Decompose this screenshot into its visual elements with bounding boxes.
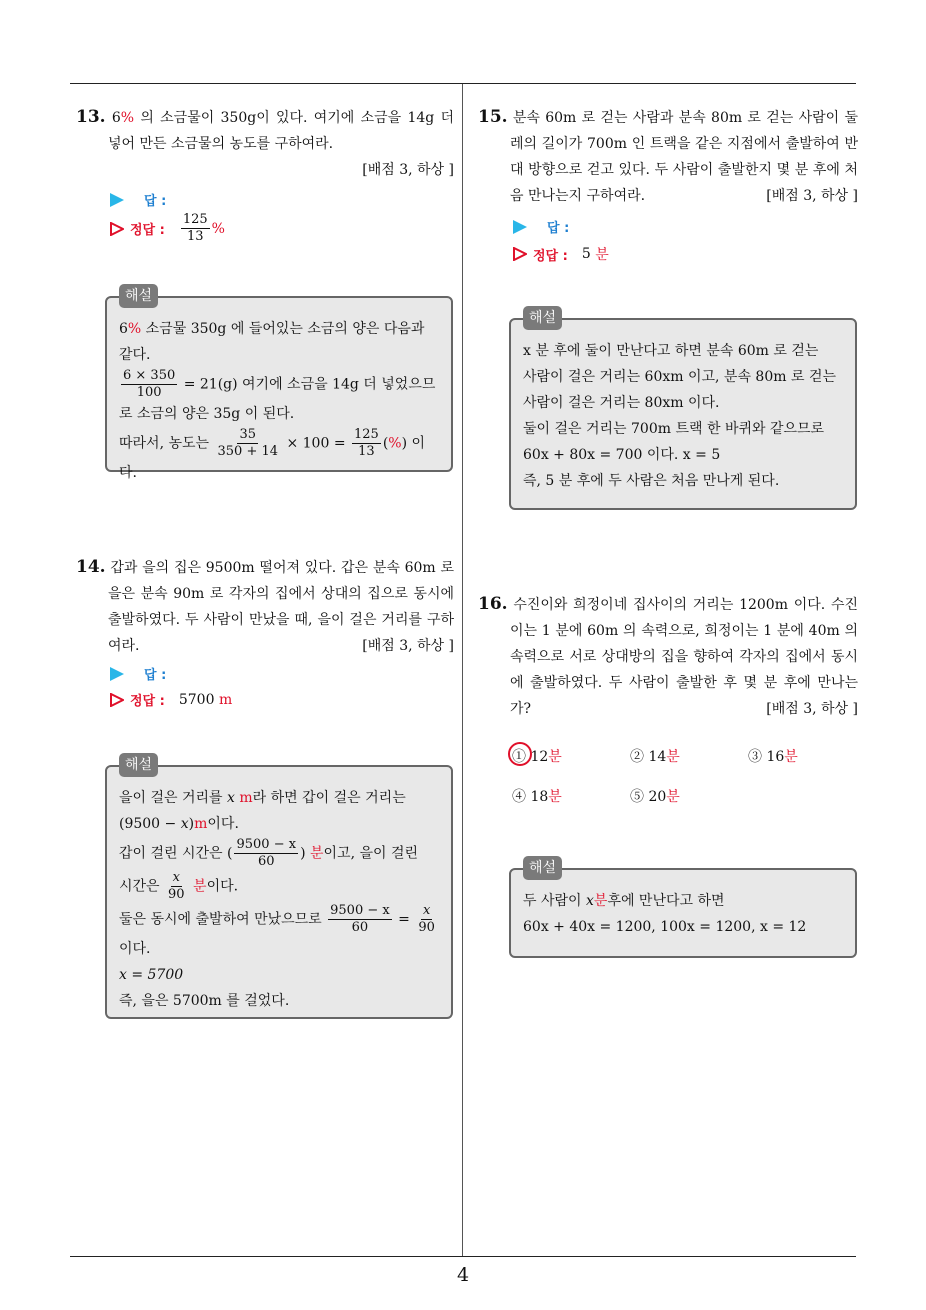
play-triangle-icon [110,193,124,207]
choice-1[interactable]: ① 12분 [512,746,562,766]
problem-number: 13. [76,107,106,127]
answer-label: 답 : [144,668,167,683]
solution-fraction: $\frac{125}{13}$ [182,212,208,244]
answer-label: 답 : [144,194,167,209]
problem-13: 13. 6% 의 소금물이 350g이 있다. 여기에 소금을 14g 더 넣어 만든 소금물의 농도를 구하여라. [배점 3, 하상 ] [76,104,454,183]
play-triangle-icon [513,220,527,234]
score-meta: [배점 3, 하상 ] [766,188,858,204]
explanation-tag: 해설 [523,856,562,880]
page-number: 4 [456,1264,470,1286]
play-triangle-icon [110,667,124,681]
bottom-rule [70,1256,856,1257]
selected-circle-icon [508,742,532,766]
answer-line-14 [110,664,166,683]
outline-triangle-icon [110,693,124,707]
score-meta: [배점 3, 하상 ] [362,162,454,178]
answer-line-15 [513,217,569,236]
explanation-box-15: 해설 x 분 후에 둘이 만난다고 하면 분속 60m 로 걷는 사람이 걸은 거리는 60xm 이고, 분속 80m 로 걷는 사람이 걸은 거리는 80xm 이다. 둘이 걸은 거리는 700m 트랙 한 바퀴와 같으므로 60x + 80x = 700 이다. x = 5 즉, 5 분 후에 두 사람은 처음 만나게 된다. [509,318,857,510]
problem-14: 14. 갑과 을의 집은 9500m 떨어져 있다. 갑은 분속 60m 로 을은 분속 90m 로 각자의 집에서 상대의 집으로 동시에 출발하였다. 두 사람이 만났을 때, 을이 걸은 거리를 구하여라. [배점 3, 하상 ] [76,554,454,659]
explanation-box-16: 해설 두 사람이 x분후에 만난다고 하면 60x + 40x = 1200, 100x = 1200, x = 12 [509,868,857,958]
solution-label: 정답 : [130,694,165,709]
problem-15: 15. 분속 60m 로 걷는 사람과 분속 80m 로 걷는 사람이 둘레의 길이가 700m 인 트랙을 같은 지점에서 출발하여 반대 방향으로 걷고 있다. 두 사람이 출발한지 몇 분 후에 처음 만나는지 구하여라. [배점 3, 하상 ] [478,104,858,209]
explanation-box-13: 해설 6% 소금물 350g 에 들어있는 소금의 양은 다음과 같다. $\frac{6 \times 350}{100}$ = 21(g) 여기에 소금을 14g 더 넣었으므로 소금의 양은 35g 이 된다. 따라서, 농도는 $\frac{35}{350 + 14}$ × 100 = $\frac{125}{13}$ (%) 이다. [105,296,453,472]
solution-label: 정답 : [130,223,165,238]
choice-3[interactable]: ③ 16분 [748,749,798,765]
column-divider [462,84,463,1256]
outline-triangle-icon [110,222,124,236]
outline-triangle-icon [513,247,527,261]
problem-16: 16. 수진이와 희정이네 집사이의 거리는 1200m 이다. 수진이는 1 분에 60m 의 속력으로, 희정이는 1 분에 40m 의 속력으로 서로 상대방의 집을 향하여 각자의 집에서 동시에 출발하였다. 두 사람이 출발한 후 몇 분 후에 만나는가? [배점 3, 하상 ] [478,591,858,722]
top-rule [70,83,856,84]
solution-line-15: 정답 : 5 분 [513,244,609,264]
problem-number: 15. [478,107,508,127]
solution-line-14: 정답 : 5700 m [110,690,232,709]
score-meta: [배점 3, 하상 ] [766,701,858,717]
explanation-tag: 해설 [119,753,158,777]
explanation-tag: 해설 [119,284,158,308]
choice-2[interactable]: ② 14분 [630,749,680,765]
score-meta: [배점 3, 하상 ] [362,638,454,654]
solution-label: 정답 : [533,248,568,264]
choice-list [512,746,852,816]
answer-label: 답 : [547,221,570,236]
explanation-tag: 해설 [523,306,562,330]
problem-number: 16. [478,594,508,614]
problem-number: 14. [76,557,106,577]
choice-4[interactable]: ④ 18분 [512,789,562,805]
solution-line-13: 정답 : $\frac{125}{13}$ % [110,212,225,245]
explanation-box-14: 해설 을이 걸은 거리를 x m라 하면 갑이 걸은 거리는 (9500 − x)m이다. 갑이 걸린 시간은 ( $\frac{9500 - x}{60}$ ) 분이고, 을이 걸린 시간은 $\frac{x}{90}$ 분이다. 둘은 동시에 출발하여 만났으므로 $\frac{9500 - x}{60}$ = $\frac{x}{90}$ 이다. x = 5700 즉, 을은 5700m 를 걸었다. [105,765,453,1019]
choice-5[interactable]: ⑤ 20분 [630,789,680,805]
answer-line-13 [110,190,166,209]
